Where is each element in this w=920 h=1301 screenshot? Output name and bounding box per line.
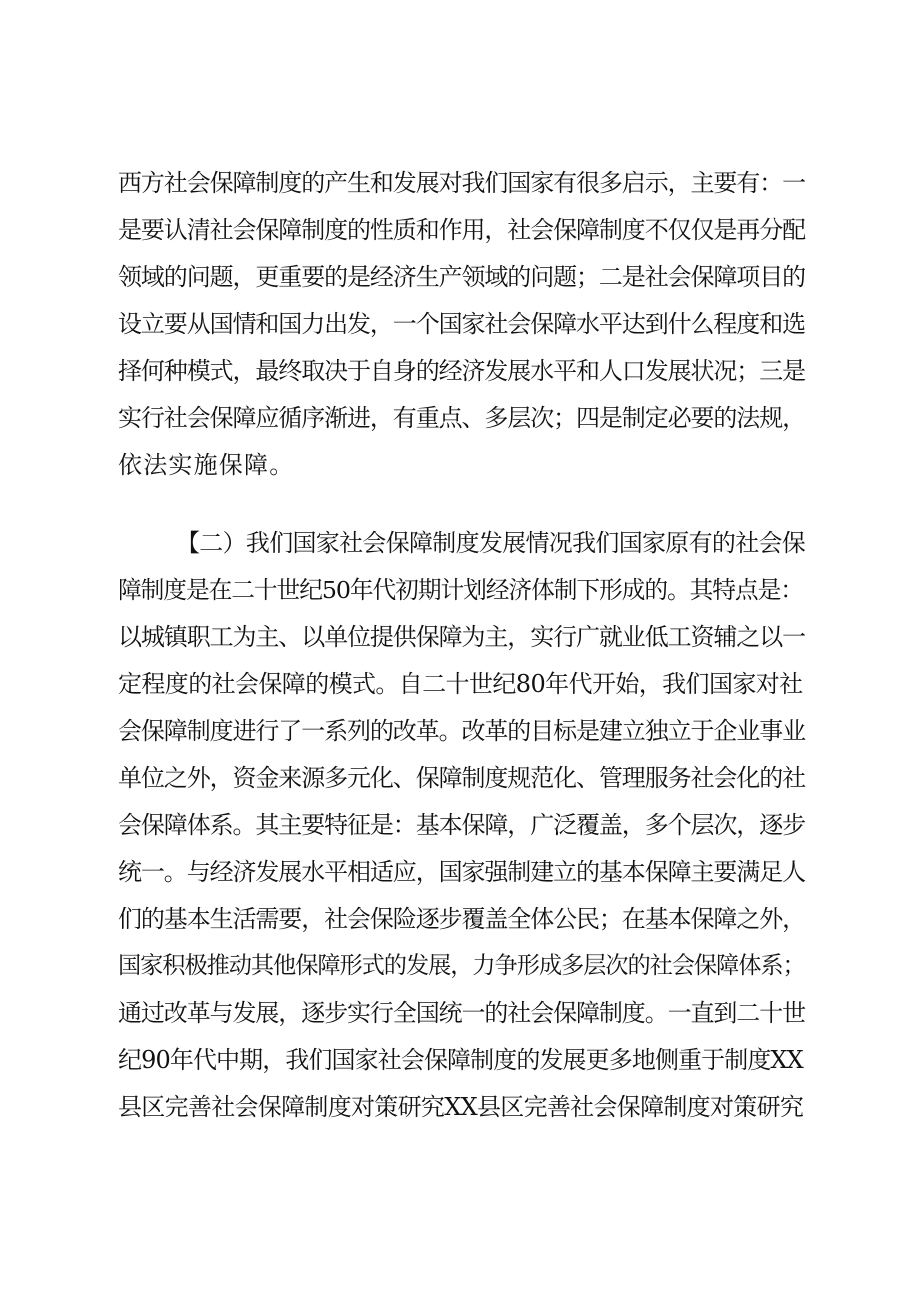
text-line: 障制度是在二十世纪50年代初期计划经济体制下形成的。其特点是： bbox=[118, 576, 803, 604]
text-line: 以城镇职工为主、以单位提供保障为主，实行广就业低工资辅之以一 bbox=[118, 623, 805, 651]
text-line: 纪90年代中期，我们国家社会保障制度的发展更多地侧重于制度XX bbox=[118, 1046, 803, 1074]
text-line: 单位之外，资金来源多元化、保障制度规范化、管理服务社会化的社 bbox=[118, 764, 805, 792]
text-line: 县区完善社会保障制度对策研究XX县区完善社会保障制度对策研究 bbox=[118, 1093, 804, 1121]
text-line: 实行社会保障应循序渐进，有重点、多层次；四是制定必要的法规， bbox=[118, 404, 805, 432]
text-line: 会保障体系。其主要特征是：基本保障，广泛覆盖，多个层次，逐步 bbox=[118, 811, 805, 839]
text-line: 通过改革与发展，逐步实行全国统一的社会保障制度。一直到二十世 bbox=[118, 999, 805, 1027]
text-line: 会保障制度进行了一系列的改革。改革的目标是建立独立于企业事业 bbox=[118, 717, 805, 745]
text-line: 西方社会保障制度的产生和发展对我们国家有很多启示，主要有：一 bbox=[118, 169, 805, 197]
text-line: 依法实施保障。 bbox=[118, 451, 295, 479]
text-line: 择何种模式，最终取决于自身的经济发展水平和人口发展状况；三是 bbox=[118, 357, 805, 385]
text-line: 【二）我们国家社会保障制度发展情况我们国家原有的社会保 bbox=[176, 529, 806, 557]
text-line: 定程度的社会保障的模式。自二十世纪80年代开始，我们国家对社 bbox=[118, 670, 803, 698]
text-line: 统一。与经济发展水平相适应，国家强制建立的基本保障主要满足人 bbox=[118, 858, 805, 886]
text-line: 是要认清社会保障制度的性质和作用，社会保障制度不仅仅是再分配 bbox=[118, 216, 805, 244]
text-line: 领域的问题，更重要的是经济生产领域的问题；二是社会保障项目的 bbox=[118, 263, 805, 291]
text-line: 设立要从国情和国力出发，一个国家社会保障水平达到什么程度和选 bbox=[118, 310, 805, 338]
text-line: 国家积极推动其他保障形式的发展，力争形成多层次的社会保障体系； bbox=[118, 952, 805, 979]
text-line: 们的基本生活需要，社会保险逐步覆盖全体公民；在基本保障之外， bbox=[118, 905, 805, 933]
